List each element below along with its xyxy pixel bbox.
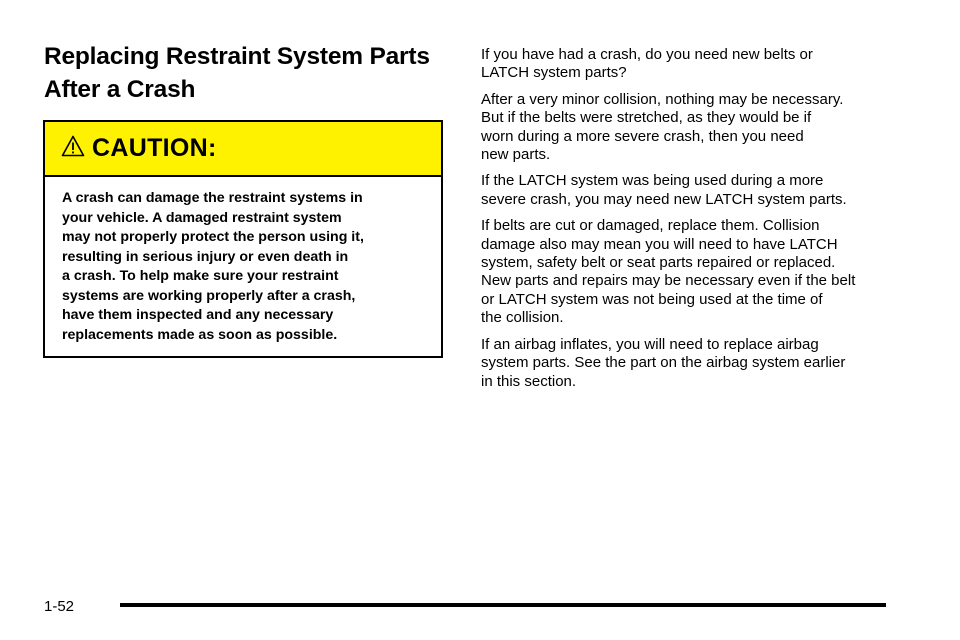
caution-text: A crash can damage the restraint systems in your vehicle. A damaged restraint system may not properly protect the person using it, resulting in serious injury or even death in a crash. To help make sure your restraint systems are working properly after a crash, have them inspected and any necessary replacements made as soon as possible. [62, 190, 364, 343]
caution-label: CAUTION: [92, 134, 217, 162]
body-text-column [481, 46, 901, 399]
caution-header [45, 122, 441, 177]
page-number: 1-52 [44, 598, 75, 615]
paragraph: If an airbag inflates, you will need to replace airbag system parts. See the part on the airbag system earlier in this section. [481, 335, 846, 390]
paragraph: If belts are cut or damaged, replace them. Collision damage also may mean you will need to have LATCH system, safety belt or seat parts repaired or replaced. New parts and repairs may be necessary even if the belt or LATCH system was not being used at the time of the collision. [481, 217, 856, 327]
section-title-line-2: After a Crash [44, 76, 196, 103]
caution-box [43, 120, 443, 358]
paragraph: If you have had a crash, do you need new belts or LATCH system parts? [481, 46, 813, 82]
paragraph: After a very minor collision, nothing may be necessary. But if the belts were stretched, as they would be if worn during a more severe crash, then you need new parts. [481, 90, 844, 164]
section-title-line-1: Replacing Restraint System Parts [44, 43, 430, 70]
warning-triangle-icon [61, 134, 85, 158]
section-title [44, 40, 444, 106]
footer-rule [120, 603, 886, 607]
paragraph: If the LATCH system was being used during a more severe crash, you may need new LATCH system parts. [481, 172, 847, 208]
